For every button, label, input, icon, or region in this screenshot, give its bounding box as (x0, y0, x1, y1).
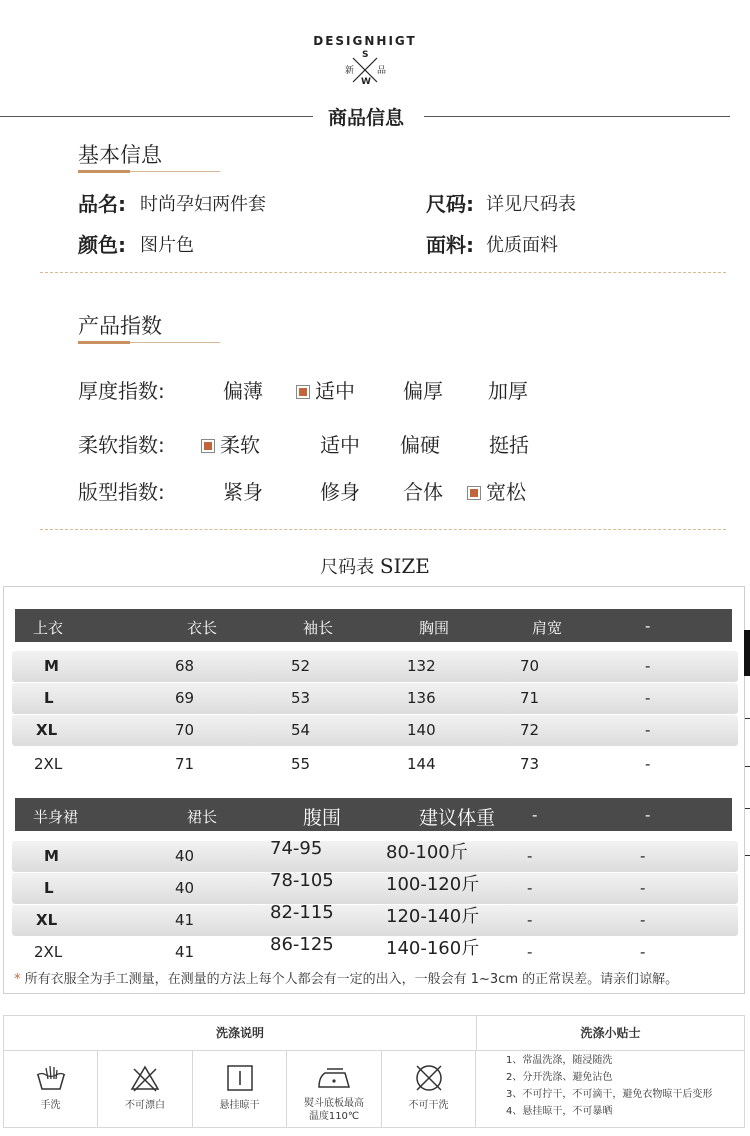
table-cell: 69 (175, 689, 195, 707)
table-row (12, 651, 738, 682)
table-cell: - (645, 721, 651, 739)
column-header: 衣长 (187, 619, 218, 637)
index-option[interactable] (320, 429, 360, 458)
table-cell: 80-100斤 (386, 842, 468, 863)
table-cell: 53 (291, 689, 311, 707)
column-header: - (645, 617, 651, 635)
product-index-underline (78, 341, 130, 344)
top-table-header (15, 609, 732, 642)
table-cell: - (640, 879, 646, 897)
table-cell: 73 (520, 755, 540, 773)
table-cell: - (527, 879, 533, 897)
table-cell: - (645, 657, 651, 675)
skirt-table-header (15, 798, 732, 831)
index-option[interactable] (403, 476, 443, 505)
table-cell: 71 (175, 755, 195, 773)
divider (40, 529, 726, 530)
size-chart-title-cn: 尺码表 (320, 557, 375, 578)
table-cell: 52 (291, 657, 311, 675)
logo-letter-left: 新 (345, 66, 355, 76)
table-cell: 2XL (34, 755, 63, 773)
index-option-label: 偏硬 (400, 433, 440, 457)
table-cell: 70 (175, 721, 195, 739)
index-option[interactable] (467, 476, 526, 505)
column-header: 胸围 (419, 619, 450, 637)
basic-info-title: 基本信息 (78, 143, 162, 167)
care-item (287, 1051, 382, 1128)
table-cell: 132 (407, 657, 436, 675)
edge-tick (745, 766, 750, 767)
index-option-label: 柔软 (220, 433, 260, 457)
table-row (12, 841, 738, 872)
table-cell: 144 (407, 755, 436, 773)
index-option[interactable] (488, 375, 528, 404)
table-cell: 40 (175, 847, 195, 865)
color-value: 图片色 (140, 235, 194, 256)
table-cell: XL (36, 911, 58, 929)
color-label: 颜色: (78, 233, 126, 257)
column-header: 上衣 (33, 619, 64, 637)
table-cell: 136 (407, 689, 436, 707)
header-line-left (0, 116, 313, 117)
product-index-underline-light (130, 342, 220, 343)
product-name-value: 时尚孕妇两件套 (140, 194, 266, 215)
basic-info-underline (78, 170, 130, 173)
index-option[interactable] (403, 375, 443, 404)
table-cell: - (527, 847, 533, 865)
index-option-label: 偏厚 (403, 379, 443, 403)
product-name-label: 品名: (78, 192, 126, 216)
table-cell: M (44, 847, 59, 865)
wash-tip-item: 3、不可拧干，不可滴干，避免衣物晾干后变形 (506, 1089, 713, 1100)
index-option[interactable] (400, 429, 440, 458)
logo-letter-right: 品 (377, 66, 387, 76)
table-cell: 55 (291, 755, 311, 773)
care-caption-line2: 温度110℃ (308, 1111, 360, 1122)
basic-info-underline-light (130, 171, 220, 172)
table-cell: 72 (520, 721, 540, 739)
column-header: 裙长 (187, 808, 218, 826)
table-cell: 140-160斤 (386, 938, 480, 959)
product-index-title: 产品指数 (78, 314, 162, 338)
logo-brand-text: DESIGNHIGT (313, 34, 417, 48)
index-option[interactable] (201, 429, 260, 458)
size-chart-title-en: SIZE (379, 554, 430, 578)
table-cell: - (645, 689, 651, 707)
index-option-label: 宽松 (486, 480, 526, 504)
table-cell: 68 (175, 657, 195, 675)
edge-tick (745, 718, 750, 719)
table-cell: 41 (175, 943, 195, 961)
table-cell: - (640, 911, 646, 929)
table-cell: 41 (175, 911, 195, 929)
table-cell: 78-105 (270, 870, 334, 891)
size-label: 尺码: (426, 192, 474, 216)
table-cell: - (640, 943, 646, 961)
table-cell: - (527, 911, 533, 929)
care-item (4, 1051, 98, 1128)
index-row-label: 厚度指数: (78, 379, 165, 403)
index-option[interactable] (489, 429, 529, 458)
edge-tick (745, 855, 750, 856)
index-row-label: 柔软指数: (78, 433, 165, 457)
index-option-label: 加厚 (488, 379, 528, 403)
index-option-label: 适中 (315, 379, 355, 403)
column-header: - (532, 806, 538, 824)
column-header: 建议体重 (419, 807, 496, 829)
index-option-label: 适中 (320, 433, 360, 457)
index-option-label: 修身 (320, 480, 360, 504)
index-option-label: 偏薄 (223, 379, 263, 403)
divider (40, 272, 726, 273)
index-row-label: 版型指数: (78, 480, 165, 504)
table-cell: 100-120斤 (386, 874, 480, 895)
table-cell: 82-115 (270, 902, 334, 923)
note-star: * (14, 972, 21, 987)
table-cell: 120-140斤 (386, 906, 480, 927)
page-title: 商品信息 (328, 107, 405, 129)
care-item (98, 1051, 193, 1128)
edge-bar (744, 630, 750, 676)
checkbox-checked-icon (296, 385, 310, 399)
table-cell: 40 (175, 879, 195, 897)
table-cell: L (44, 689, 54, 707)
table-cell: 74-95 (270, 838, 323, 859)
table-row (12, 683, 738, 714)
index-option[interactable] (296, 375, 355, 404)
care-caption: 悬挂晾干 (219, 1100, 260, 1111)
table-cell: 140 (407, 721, 436, 739)
logo-letter-bottom: W (361, 77, 371, 87)
table-cell: 2XL (34, 943, 63, 961)
table-cell: - (645, 755, 651, 773)
table-cell: M (44, 657, 59, 675)
table-cell: 71 (520, 689, 540, 707)
table-cell: 86-125 (270, 934, 334, 955)
table-row (12, 715, 738, 746)
column-header: 腹围 (303, 807, 342, 829)
wash-tips-title: 洗涤小贴士 (477, 1016, 744, 1051)
column-header: 肩宽 (532, 619, 563, 637)
table-cell: - (640, 847, 646, 865)
care-caption: 熨斗底板最高 (304, 1098, 364, 1109)
index-option[interactable] (320, 476, 360, 505)
wash-tip-item: 1、常温洗涤，随浸随洗 (506, 1055, 613, 1066)
size-chart-title (0, 553, 750, 579)
checkbox-checked-icon (201, 439, 215, 453)
care-item (193, 1051, 287, 1128)
table-row (12, 873, 738, 904)
index-option[interactable] (223, 476, 263, 505)
fabric-label: 面料: (426, 233, 474, 257)
care-item (382, 1051, 476, 1128)
edge-tick (745, 808, 750, 809)
column-header: 袖长 (303, 619, 334, 637)
note-text: 所有衣服全为手工测量，在测量的方法上每个人都会有一定的出入，一般会有 1~3cm 的正常误差。请亲们谅解。 (24, 972, 679, 987)
table-row (12, 905, 738, 936)
table-cell: L (44, 879, 54, 897)
table-cell: - (527, 943, 533, 961)
care-caption: 手洗 (40, 1100, 61, 1111)
wash-tip-item: 4、悬挂晾干，不可暴晒 (506, 1106, 613, 1117)
wash-instructions-title: 洗涤说明 (4, 1016, 477, 1051)
logo-letter-top: S (362, 50, 369, 60)
column-header: - (645, 806, 651, 824)
table-cell: XL (36, 721, 58, 739)
care-caption: 不可干洗 (408, 1100, 449, 1111)
index-option[interactable] (223, 375, 263, 404)
brand-logo (300, 28, 430, 93)
index-option-label: 紧身 (223, 480, 263, 504)
wash-tip-item: 2、分开洗涤、避免沾色 (506, 1072, 613, 1083)
checkbox-checked-icon (467, 486, 481, 500)
table-cell: 54 (291, 721, 311, 739)
fabric-value: 优质面料 (486, 235, 558, 256)
index-option-label: 挺括 (489, 433, 529, 457)
table-cell: 70 (520, 657, 540, 675)
column-header: 半身裙 (33, 808, 79, 826)
size-value: 详见尺码表 (486, 194, 576, 215)
measurement-note (14, 968, 678, 987)
wash-tips-list (506, 1052, 712, 1120)
header-line-right (424, 116, 730, 117)
care-caption: 不可漂白 (125, 1100, 165, 1111)
index-option-label: 合体 (403, 480, 443, 504)
